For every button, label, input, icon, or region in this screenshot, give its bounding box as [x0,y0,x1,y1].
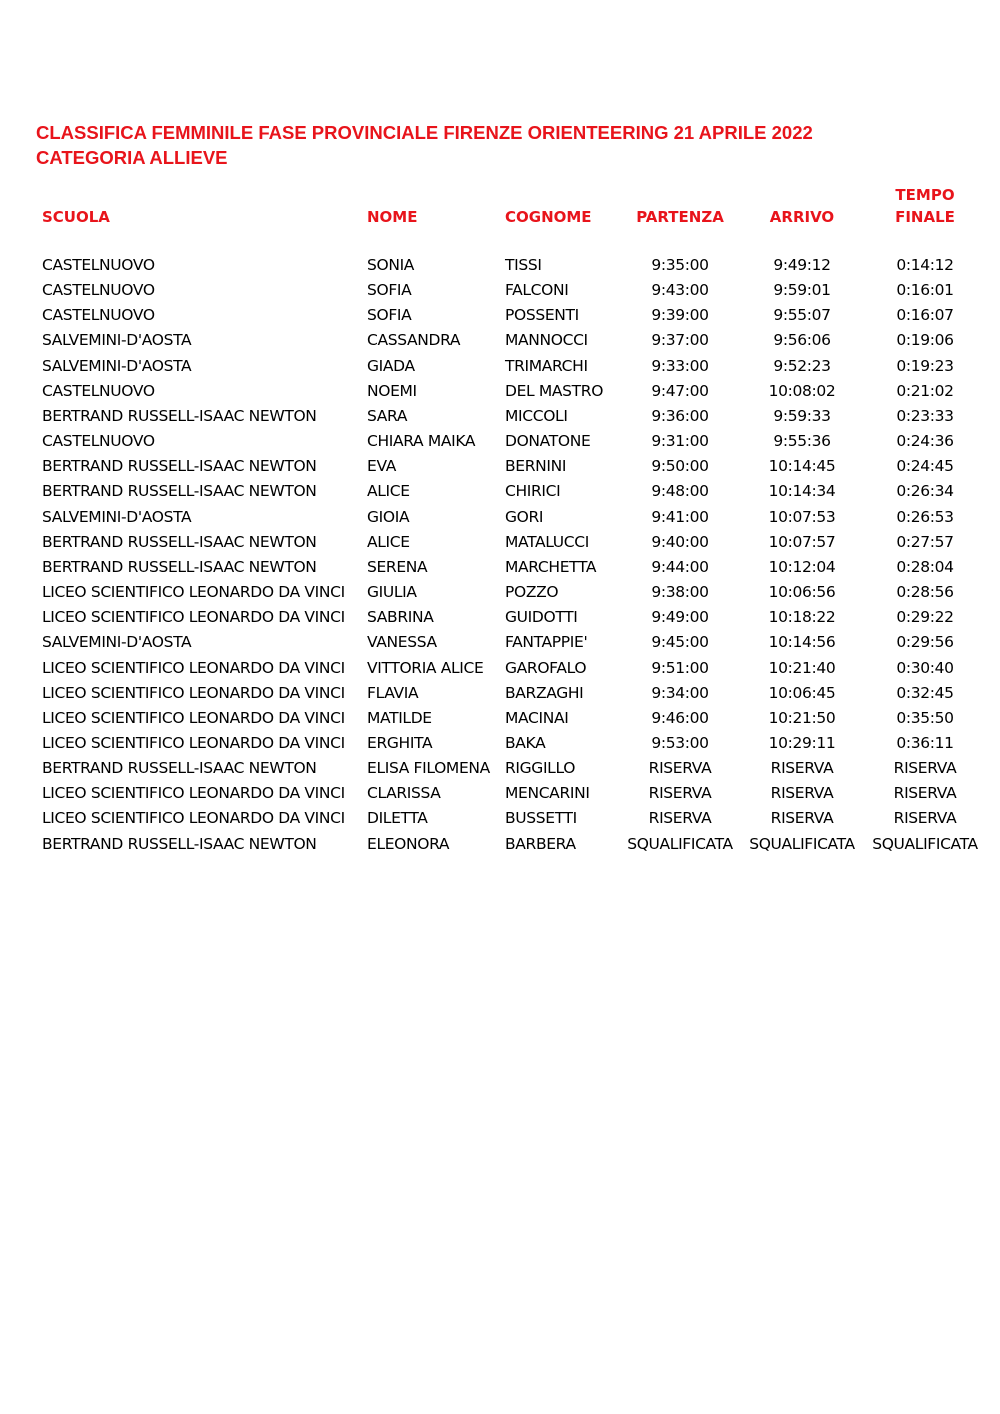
cell-cognome: GORI [505,507,544,526]
cell-arrivo: 9:49:12 [773,256,831,274]
cell-nome: GIULIA [367,583,417,602]
table-row [0,253,1000,278]
table-row [0,580,1000,605]
cell-nome: SOFIA [367,306,412,325]
cell-scuola: SALVEMINI-D'AOSTA [42,633,192,652]
title-line-2: CATEGORIA ALLIEVE [36,147,228,168]
cell-nome: VANESSA [367,633,437,652]
cell-cognome: MICCOLI [505,406,568,425]
cell-arrivo: 10:14:45 [768,457,836,476]
cell-nome: CLARISSA [367,784,441,803]
cell-tempo-finale: RISERVA [893,809,957,828]
cell-partenza: 9:40:00 [651,532,709,551]
cell-scuola: BERTRAND RUSSELL-ISAAC NEWTON [42,532,317,551]
header-partenza [620,182,740,228]
table-row [0,706,1000,731]
cell-partenza: 9:46:00 [651,708,709,727]
cell-tempo-finale: SQUALIFICATA [872,834,978,853]
table-row [0,379,1000,404]
cell-arrivo: 10:21:40 [768,658,836,677]
cell-tempo-finale: 0:36:11 [896,733,954,752]
cell-scuola: BERTRAND RUSSELL-ISAAC NEWTON [42,482,317,501]
cell-cognome: POSSENTI [505,306,579,325]
cell-arrivo: 9:55:07 [773,306,831,325]
cell-partenza: 9:41:00 [651,507,709,526]
cell-cognome: MENCARINI [505,784,590,803]
header-scuola [42,182,362,228]
table-row [0,681,1000,706]
results-table [0,253,1000,857]
cell-tempo-finale: RISERVA [893,759,957,778]
document-title [36,120,813,170]
cell-scuola: LICEO SCIENTIFICO LEONARDO DA VINCI [42,683,345,702]
cell-partenza: 9:45:00 [651,633,709,652]
cell-nome: SOFIA [367,281,412,300]
cell-cognome: MATALUCCI [505,532,589,551]
cell-partenza: 9:43:00 [651,281,709,300]
cell-tempo-finale: 0:19:23 [896,356,954,375]
cell-scuola: SALVEMINI-D'AOSTA [42,331,192,350]
table-row [0,303,1000,328]
table-row [0,781,1000,806]
cell-nome: SONIA [367,256,415,274]
cell-cognome: MARCHETTA [505,557,597,576]
cell-scuola: CASTELNUOVO [42,432,155,451]
table-row [0,278,1000,303]
cell-tempo-finale: 0:24:45 [896,457,954,476]
cell-partenza: 9:49:00 [651,608,709,627]
cell-partenza: RISERVA [648,784,712,803]
cell-cognome: GAROFALO [505,658,587,677]
cell-cognome: TRIMARCHI [505,356,588,375]
cell-tempo-finale: 0:28:56 [896,583,954,602]
cell-tempo-finale: 0:21:02 [896,381,954,400]
table-row [0,354,1000,379]
cell-scuola: BERTRAND RUSSELL-ISAAC NEWTON [42,834,317,853]
cell-partenza: 9:34:00 [651,683,709,702]
cell-scuola: LICEO SCIENTIFICO LEONARDO DA VINCI [42,708,345,727]
cell-partenza: 9:53:00 [651,733,709,752]
cell-arrivo: 10:07:53 [768,507,836,526]
cell-tempo-finale: 0:19:06 [896,331,954,350]
cell-cognome: MACINAI [505,708,569,727]
cell-partenza: 9:48:00 [651,482,709,501]
cell-nome: CASSANDRA [367,331,461,350]
cell-cognome: GUIDOTTI [505,608,578,627]
cell-partenza: 9:47:00 [651,381,709,400]
cell-nome: MATILDE [367,708,432,727]
table-row [0,806,1000,831]
cell-nome: SABRINA [367,608,434,627]
cell-scuola: SALVEMINI-D'AOSTA [42,356,192,375]
cell-tempo-finale: 0:26:53 [896,507,954,526]
cell-scuola: LICEO SCIENTIFICO LEONARDO DA VINCI [42,784,345,803]
table-row [0,454,1000,479]
cell-scuola: LICEO SCIENTIFICO LEONARDO DA VINCI [42,733,345,752]
cell-cognome: BARBERA [505,834,576,853]
header-tempo-label-2: FINALE [895,208,955,226]
cell-arrivo: 10:18:22 [768,608,836,627]
cell-arrivo: 10:14:56 [768,633,836,652]
header-arrivo [742,182,862,228]
cell-arrivo: RISERVA [770,784,834,803]
cell-nome: ELISA FILOMENA [367,759,490,778]
table-row [0,832,1000,857]
cell-arrivo: 10:07:57 [768,532,836,551]
cell-nome: GIOIA [367,507,410,526]
cell-tempo-finale: 0:24:36 [896,432,954,451]
cell-nome: DILETTA [367,809,428,828]
cell-arrivo: 10:06:56 [768,583,836,602]
cell-cognome: MANNOCCI [505,331,588,350]
cell-scuola: BERTRAND RUSSELL-ISAAC NEWTON [42,457,317,476]
header-scuola-label: SCUOLA [42,208,110,226]
cell-partenza: SQUALIFICATA [627,834,733,853]
cell-partenza: 9:50:00 [651,457,709,476]
cell-tempo-finale: 0:28:04 [896,557,954,576]
cell-nome: ALICE [367,532,410,551]
header-nome-label: NOME [367,208,418,226]
cell-cognome: TISSI [505,256,542,274]
table-row [0,479,1000,504]
cell-arrivo: 9:55:36 [773,432,831,451]
cell-cognome: FALCONI [505,281,569,300]
table-row [0,756,1000,781]
cell-scuola: CASTELNUOVO [42,381,155,400]
header-arrivo-label: ARRIVO [769,208,835,226]
cell-partenza: 9:38:00 [651,583,709,602]
cell-tempo-finale: RISERVA [893,784,957,803]
cell-partenza: 9:35:00 [651,256,709,274]
cell-cognome: BERNINI [505,457,567,476]
table-row [0,505,1000,530]
cell-scuola: BERTRAND RUSSELL-ISAAC NEWTON [42,759,317,778]
cell-partenza: 9:36:00 [651,406,709,425]
cell-nome: ALICE [367,482,410,501]
cell-partenza: 9:51:00 [651,658,709,677]
cell-tempo-finale: 0:16:07 [896,306,954,325]
cell-partenza: 9:37:00 [651,331,709,350]
cell-scuola: LICEO SCIENTIFICO LEONARDO DA VINCI [42,809,345,828]
title-line-1: CLASSIFICA FEMMINILE FASE PROVINCIALE FIRENZE ORIENTEERING 21 APRILE 2022 [36,122,813,143]
cell-tempo-finale: 0:23:33 [896,406,954,425]
cell-cognome: FANTAPPIE' [505,633,588,652]
cell-nome: EVA [367,457,396,476]
cell-scuola: LICEO SCIENTIFICO LEONARDO DA VINCI [42,583,345,602]
cell-cognome: DEL MASTRO [505,381,604,400]
cell-scuola: SALVEMINI-D'AOSTA [42,507,192,526]
table-row [0,328,1000,353]
table-row [0,656,1000,681]
cell-tempo-finale: 0:32:45 [896,683,954,702]
cell-scuola: LICEO SCIENTIFICO LEONARDO DA VINCI [42,608,345,627]
cell-cognome: BUSSETTI [505,809,577,828]
cell-tempo-finale: 0:14:12 [896,256,954,274]
cell-arrivo: 10:21:50 [768,708,836,727]
cell-nome: GIADA [367,356,415,375]
cell-scuola: BERTRAND RUSSELL-ISAAC NEWTON [42,406,317,425]
cell-cognome: BAKA [505,733,546,752]
cell-arrivo: 9:59:33 [773,406,831,425]
cell-tempo-finale: 0:35:50 [896,708,954,727]
cell-arrivo: SQUALIFICATA [749,834,855,853]
cell-cognome: BARZAGHI [505,683,584,702]
header-cognome [505,182,625,228]
cell-partenza: RISERVA [648,809,712,828]
table-row [0,404,1000,429]
table-row [0,530,1000,555]
header-tempo-label-1: TEMPO [895,186,955,204]
cell-partenza: 9:31:00 [651,432,709,451]
header-cognome-label: COGNOME [505,208,592,226]
cell-tempo-finale: 0:16:01 [896,281,954,300]
cell-nome: ELEONORA [367,834,450,853]
cell-arrivo: 9:56:06 [773,331,831,350]
table-row [0,630,1000,655]
cell-nome: CHIARA MAIKA [367,432,476,451]
cell-arrivo: 10:08:02 [768,381,836,400]
cell-cognome: POZZO [505,583,559,602]
table-row [0,731,1000,756]
cell-arrivo: 10:06:45 [768,683,836,702]
cell-nome: FLAVIA [367,683,419,702]
cell-partenza: 9:44:00 [651,557,709,576]
cell-tempo-finale: 0:30:40 [896,658,954,677]
cell-arrivo: 9:52:23 [773,356,831,375]
cell-tempo-finale: 0:26:34 [896,482,954,501]
cell-arrivo: 10:29:11 [768,733,836,752]
cell-arrivo: 9:59:01 [773,281,831,300]
cell-cognome: RIGGILLO [505,759,576,778]
cell-scuola: CASTELNUOVO [42,256,155,274]
table-row [0,605,1000,630]
cell-cognome: DONATONE [505,432,591,451]
cell-arrivo: RISERVA [770,759,834,778]
cell-arrivo: 10:14:34 [768,482,836,501]
cell-tempo-finale: 0:29:22 [896,608,954,627]
cell-nome: SERENA [367,557,428,576]
cell-nome: SARA [367,406,408,425]
cell-arrivo: 10:12:04 [768,557,836,576]
cell-partenza: 9:39:00 [651,306,709,325]
table-row [0,555,1000,580]
table-row [0,429,1000,454]
header-nome [367,182,502,228]
cell-tempo-finale: 0:27:57 [896,532,954,551]
cell-nome: NOEMI [367,381,417,400]
cell-arrivo: RISERVA [770,809,834,828]
cell-partenza: 9:33:00 [651,356,709,375]
cell-scuola: BERTRAND RUSSELL-ISAAC NEWTON [42,557,317,576]
cell-cognome: CHIRICI [505,482,561,501]
cell-nome: VITTORIA ALICE [367,658,484,677]
cell-scuola: CASTELNUOVO [42,281,155,300]
cell-partenza: RISERVA [648,759,712,778]
cell-tempo-finale: 0:29:56 [896,633,954,652]
header-partenza-label: PARTENZA [636,208,724,226]
cell-scuola: CASTELNUOVO [42,306,155,325]
cell-nome: ERGHITA [367,733,433,752]
cell-scuola: LICEO SCIENTIFICO LEONARDO DA VINCI [42,658,345,677]
header-tempo-finale [865,182,985,228]
